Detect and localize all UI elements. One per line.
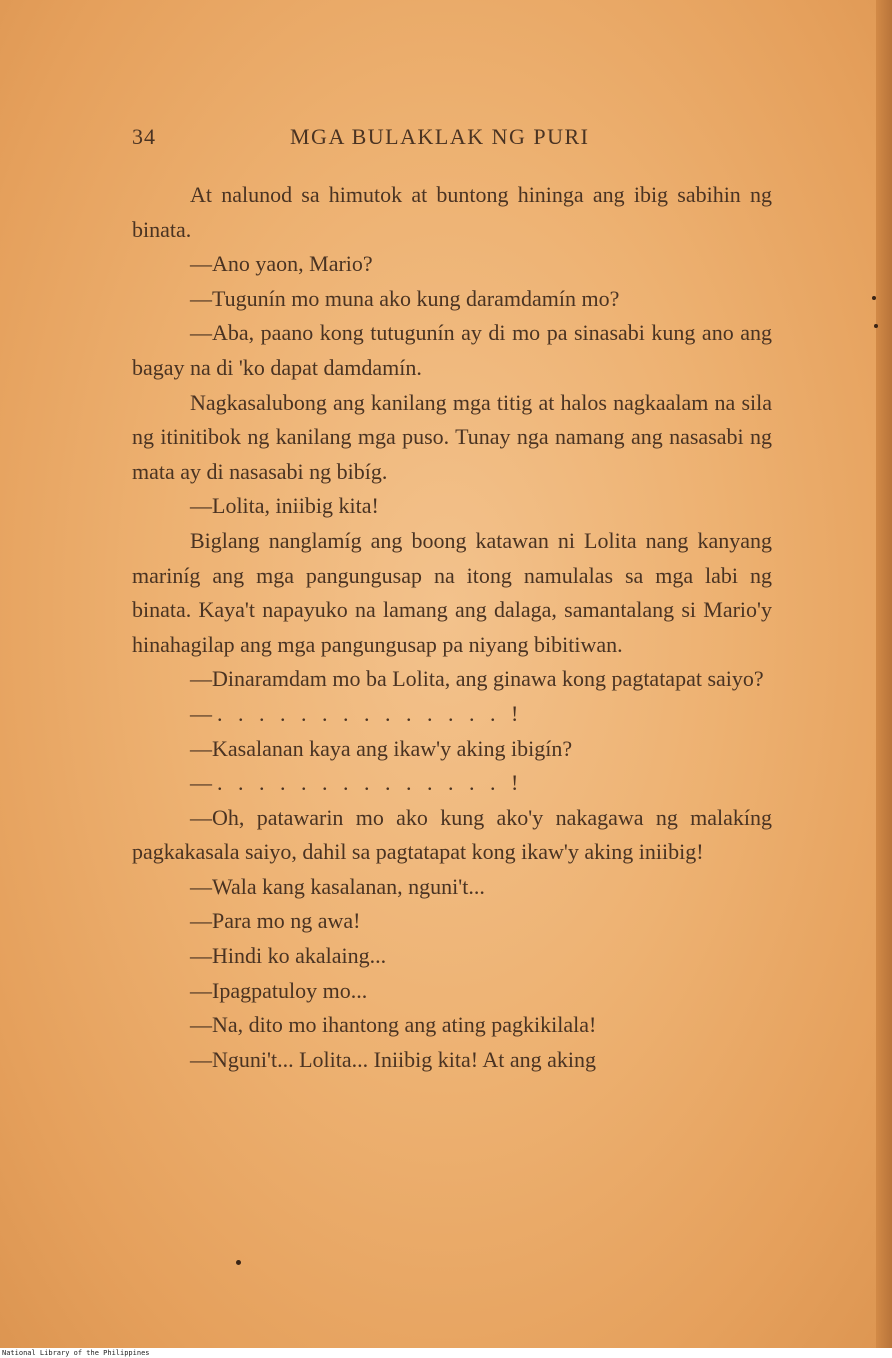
paragraph: Nagkasalubong ang kanilang mga titig at halos nagkaalam na sila ng itinitibok ng kanilang mga puso. Tunay nga namang ang nasasabi ng mata ay di nasasabi ng bibíg. <box>132 389 772 484</box>
dialogue-line: —Hindi ko akalaing... <box>190 943 387 969</box>
paragraph: Biglang nanglamíg ang boong katawan ni Lolita nang kanyang mariníg ang mga pangungusap na itong namulalas sa mga labi ng binata. Kaya't napayuko na lamang ang dalaga, samantalang si Mario'y hinahagilap ang mga pangungusap pa niyang bibitiwan. <box>132 527 772 657</box>
dialogue-line: —Lolita, iniibig kita! <box>190 493 379 519</box>
page-header <box>132 124 772 156</box>
dialogue-line: —Para mo ng awa! <box>190 908 361 934</box>
page-edge-shadow <box>876 0 892 1348</box>
ink-speck <box>872 296 876 300</box>
ink-speck <box>874 324 878 328</box>
dialogue-line: —Dinaramdam mo ba Lolita, ang ginawa kong pagtatapat saiyo? <box>190 666 764 692</box>
dialogue-line: —Tugunín mo muna ako kung daramdamín mo? <box>190 285 620 311</box>
dialogue-line: —Ipagpatuloy mo... <box>190 977 368 1003</box>
archive-credit: National Library of the Philippines <box>2 1349 150 1357</box>
page-number: 34 <box>132 124 156 149</box>
ellipsis-line: —. . . . . . . . . . . . . . ! <box>190 770 524 796</box>
dialogue-line: —Na, dito mo ihantong ang ating pagkikilala! <box>190 1012 597 1038</box>
dialogue-line: —Ano yaon, Mario? <box>190 251 373 277</box>
dialogue-line: —Kasalanan kaya ang ikaw'y aking ibigín? <box>190 735 573 761</box>
body-text <box>132 178 772 1077</box>
dialogue-line: —Nguni't... Lolita... Iniibig kita! At ang aking <box>190 1046 597 1072</box>
paragraph: At nalunod sa himutok at buntong hininga ang ibig sabihin ng binata. <box>132 182 772 242</box>
dialogue-line: —Wala kang kasalanan, nguni't... <box>190 873 485 899</box>
dialogue-line: —Aba, paano kong tutugunín ay di mo pa sinasabi kung ano ang bagay na di 'ko dapat damdamín. <box>132 320 772 380</box>
dialogue-line: —Oh, patawarin mo ako kung ako'y nakagawa ng malakíng pagkakasala saiyo, dahil sa pagtatapat kong ikaw'y aking iniibig! <box>132 804 772 865</box>
running-title: MGA BULAKLAK NG PURI <box>290 124 590 149</box>
ellipsis-line: —. . . . . . . . . . . . . . ! <box>190 700 524 726</box>
ink-speck <box>236 1260 241 1265</box>
archive-footer-strip <box>0 1348 892 1358</box>
